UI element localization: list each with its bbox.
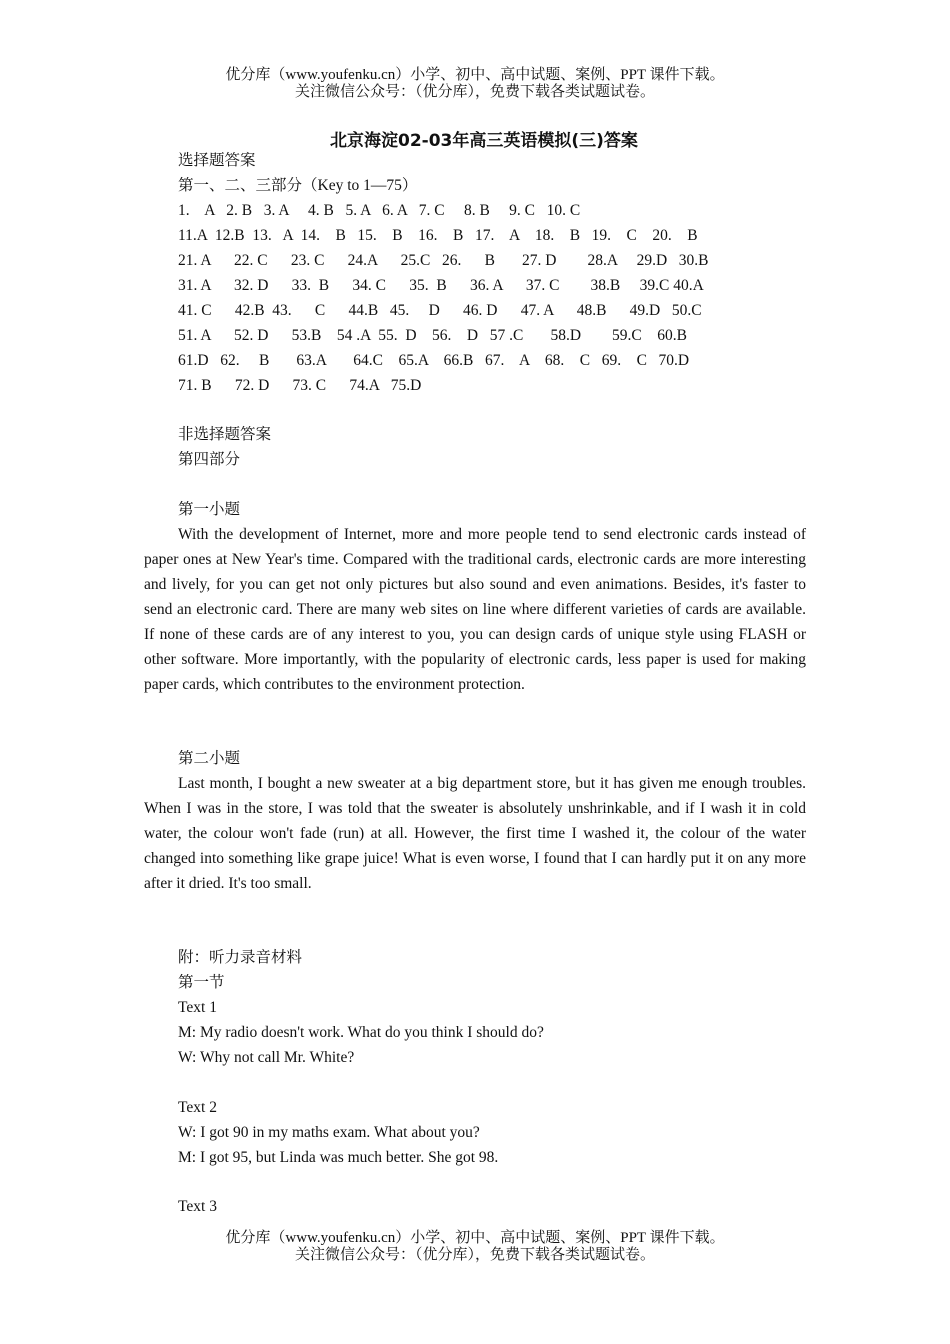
text-label: Text 1 [178, 999, 217, 1016]
text-label: Text 3 [178, 1198, 217, 1215]
answer-row: 61.D 62. B 63.A 64.C 65.A 66.B 67. A 68. C 69. C 70.D [178, 352, 690, 369]
nonchoice-heading: 非选择题答案 [178, 426, 272, 443]
header-line-2: 关注微信公众号：（优分库），免费下载各类试题试卷。 [294, 84, 655, 100]
part4-heading: 第四部分 [178, 451, 241, 468]
section-heading: 第一、二、三部分（Key to 1—75） [178, 177, 418, 194]
question-2-heading: 第二小题 [178, 750, 241, 767]
answer-row: 1. A 2. B 3. A 4. B 5. A 6. A 7. C 8. B 9. C 10. C [178, 202, 581, 219]
choice-answers-heading: 选择题答案 [178, 152, 256, 169]
question-1-answer: With the development of Internet, more and more people tend to send electronic cards instead of paper ones at New Year's time. Compared with the traditional cards, electronic cards are more interesting and lively, for you can get not only pictures but also sound and even animations. Besides, it's faster to send an electronic card. There are many web sites on line where different varieties of cards are available. If none of these cards are of any interest to you, you can design cards of unique style using FLASH or other software. More importantly, with the popularity of electronic cards, less paper is used for making paper cards, which contributes to the environment protection. [144, 526, 806, 693]
question-2-answer: Last month, I bought a new sweater at a big department store, but it has given me enough troubles. When I was in the store, I was told that the sweater is absolutely unshrinkable, and if I wash it in cold water, the colour won't fade (run) at all. However, the first time I washed it, the colour of the water changed into something like grape juice! What is even worse, I found that I can hardly put it on any more after it dried. It's too small. [144, 775, 806, 892]
dialogue-line: M: I got 95, but Linda was much better. She got 98. [178, 1149, 499, 1166]
section-1-heading: 第一节 [178, 974, 225, 991]
header-line-1: 优分库（www.youfenku.cn）小学、初中、高中试题、案例、PPT 课件下载。 [225, 67, 725, 83]
page-footer [0, 1230, 950, 1264]
footer-line-1: 优分库（www.youfenku.cn）小学、初中、高中试题、案例、PPT 课件下载。 [225, 1230, 725, 1246]
document-title: 北京海淀02-03年高三英语模拟(三)答案 [330, 131, 638, 151]
answer-row: 71. B 72. D 73. C 74.A 75.D [178, 377, 422, 394]
answer-row: 11.A 12.B 13. A 14. B 15. B 16. B 17. A 18. B 19. C 20. B [178, 227, 698, 244]
dialogue-line: M: My radio doesn't work. What do you think I should do? [178, 1024, 544, 1041]
answer-row: 41. C 42.B 43. C 44.B 45. D 46. D 47. A 48.B 49.D 50.C [178, 302, 702, 319]
text-label: Text 2 [178, 1099, 217, 1116]
page-header [0, 67, 950, 101]
appendix-heading: 附：听力录音材料 [178, 949, 303, 966]
answer-row: 31. A 32. D 33. B 34. C 35. B 36. A 37. C 38.B 39.C 40.A [178, 277, 704, 294]
footer-line-2: 关注微信公众号：（优分库），免费下载各类试题试卷。 [294, 1247, 655, 1263]
answer-row: 21. A 22. C 23. C 24.A 25.C 26. B 27. D 28.A 29.D 30.B [178, 252, 709, 269]
question-1-heading: 第一小题 [178, 501, 241, 518]
answer-row: 51. A 52. D 53.B 54 .A 55. D 56. D 57 .C 58.D 59.C 60.B [178, 327, 687, 344]
dialogue-line: W: I got 90 in my maths exam. What about you? [178, 1124, 480, 1141]
dialogue-line: W: Why not call Mr. White? [178, 1049, 355, 1066]
